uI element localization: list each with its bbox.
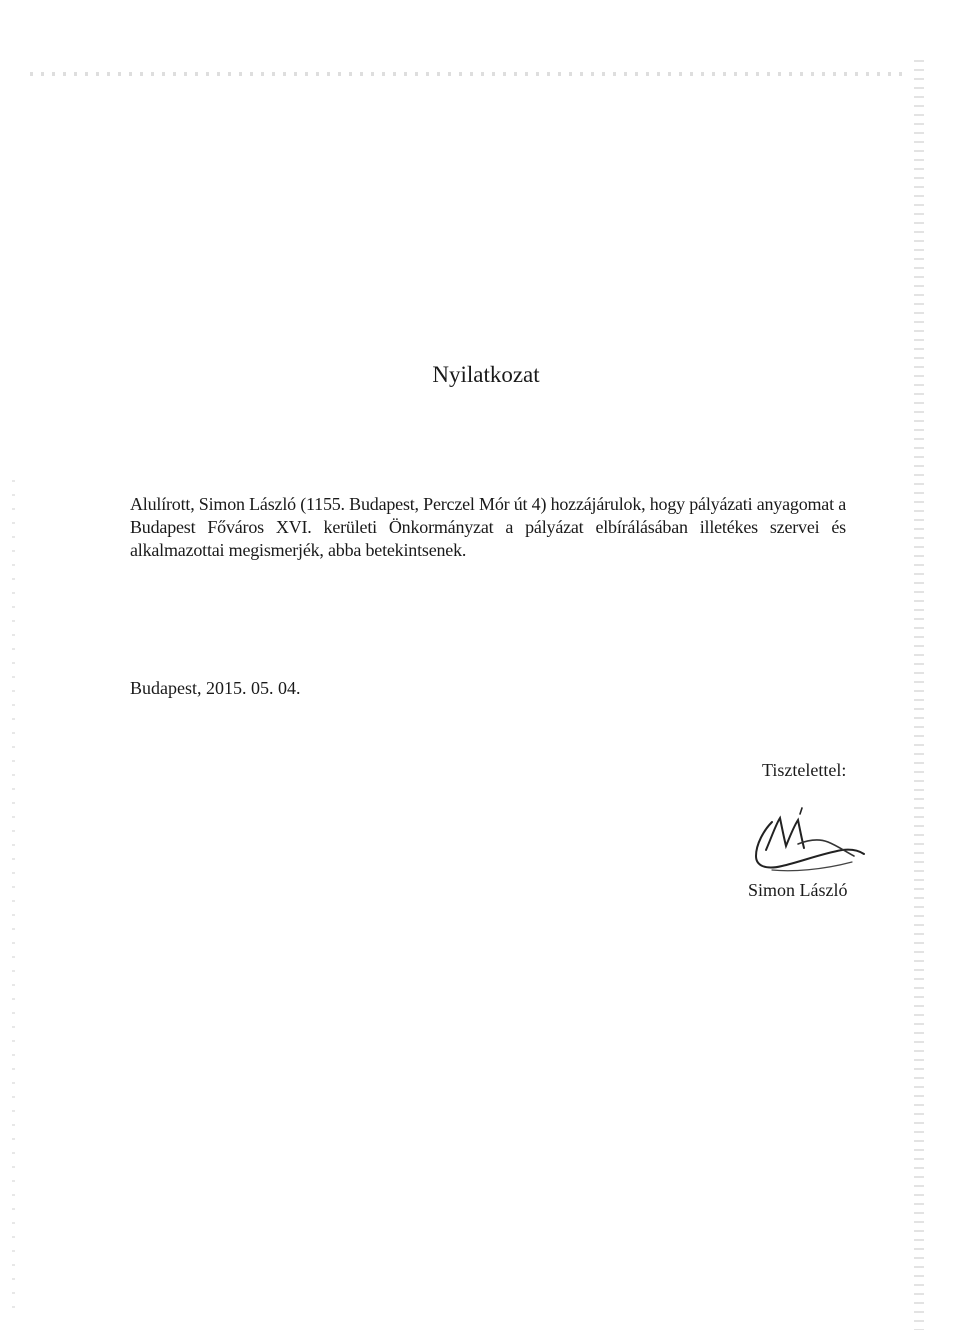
handwritten-signature [742,800,872,880]
closing-salutation: Tisztelettel: [762,760,847,780]
document-title: Nyilatkozat [432,362,540,387]
scan-noise-right [914,60,924,1330]
scan-noise-top [30,72,910,76]
scan-noise-left [12,480,15,1320]
date-line: Budapest, 2015. 05. 04. [130,678,301,698]
declaration-body: Alulírott, Simon László (1155. Budapest, Perczel Mór út 4) hozzájárulok, hogy pályázati anyagomat a Budapest Főváros XVI. kerületi Önkormányzat a pályázat elbírálásában illetékes szervei és alkalmazottai megismerjék, abba betekintsenek. [130,494,846,560]
signer-name: Simon László [748,880,848,900]
